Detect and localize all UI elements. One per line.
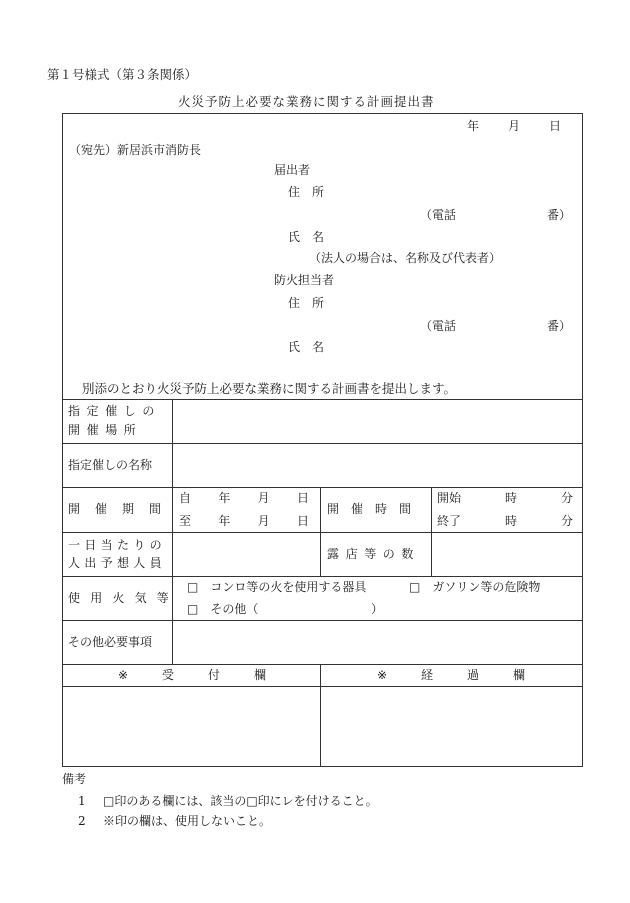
mid-column-divider xyxy=(320,487,321,576)
time-label: 開催時間 xyxy=(327,502,424,516)
venue-label-line1: 指定催しの xyxy=(68,404,162,418)
officer-phone-close: 番） xyxy=(547,319,572,333)
attendance-label-line1: 一日当たりの xyxy=(68,538,166,552)
applicant-phone-close: 番） xyxy=(547,208,572,222)
form-title: 火災予防上必要な業務に関する計画提出書 xyxy=(178,94,435,109)
progress-char-2: 過 xyxy=(466,668,479,682)
reception-mark: ※ xyxy=(118,668,129,682)
time-start-label: 開始 xyxy=(437,491,462,505)
note-text: ※印の欄は、使用しないこと。 xyxy=(103,814,272,828)
progress-header xyxy=(377,669,525,681)
event-name-label: 指定催しの名称 xyxy=(68,458,153,472)
rule xyxy=(62,664,583,665)
period-label: 開催期間 xyxy=(68,502,177,516)
reception-char-2: 付 xyxy=(207,668,220,682)
notes-heading: 備考 xyxy=(62,772,87,786)
time-end-label: 終了 xyxy=(437,514,462,528)
time-end[interactable] xyxy=(437,515,573,527)
form-number: 第１号様式（第３条関係） xyxy=(47,67,198,82)
attendance-field[interactable] xyxy=(173,533,319,576)
progress-area xyxy=(321,687,581,765)
period-to-year: 年 xyxy=(218,514,231,528)
progress-mark: ※ xyxy=(377,668,388,682)
period-from-year: 年 xyxy=(218,491,231,505)
officer-name-label: 氏 名 xyxy=(288,340,325,354)
applicant-label: 届出者 xyxy=(274,163,311,177)
period-to-prefix: 至 xyxy=(179,514,192,528)
note-number: 1 xyxy=(78,794,86,808)
reception-char-3: 欄 xyxy=(253,668,266,682)
venue-field[interactable] xyxy=(173,400,581,443)
progress-char-3: 欄 xyxy=(512,668,525,682)
event-name-field[interactable] xyxy=(173,444,581,487)
reception-char-1: 受 xyxy=(162,668,175,682)
date-day-label: 日 xyxy=(549,119,562,133)
date-year-label: 年 xyxy=(467,119,480,133)
note-text: □印のある欄には、該当の□印にレを付けること。 xyxy=(103,794,378,808)
other-matters-field[interactable] xyxy=(173,621,581,664)
period-to[interactable] xyxy=(179,515,309,527)
rule xyxy=(62,576,583,577)
applicant-phone-open: （電話 xyxy=(420,208,457,222)
venue-label-line2: 開催場所 xyxy=(68,423,143,437)
fire-option-stove-checkbox[interactable]: □ コンロ等の火を使用する器具 xyxy=(187,580,367,594)
fire-option-other-close: ） xyxy=(371,602,384,616)
time-end-minute: 分 xyxy=(560,514,573,528)
period-from[interactable] xyxy=(179,492,309,504)
time-start-hour: 時 xyxy=(504,491,517,505)
period-from-prefix: 自 xyxy=(179,491,192,505)
officer-phone-open: （電話 xyxy=(420,319,457,333)
time-start-minute: 分 xyxy=(560,491,573,505)
period-from-day: 日 xyxy=(296,491,309,505)
submission-statement: 別添のとおり火災予防上必要な業務に関する計画書を提出します。 xyxy=(82,381,457,396)
fire-usage-label: 使用火気等 xyxy=(68,591,180,605)
fire-option-gasoline-checkbox[interactable]: □ ガソリン等の危険物 xyxy=(409,580,541,594)
stalls-label: 露店等の数 xyxy=(327,547,421,561)
corporation-note: （法人の場合は、名称及び代表者） xyxy=(309,251,502,265)
reception-area xyxy=(63,687,319,765)
date-month-label: 月 xyxy=(508,119,521,133)
applicant-name-label: 氏 名 xyxy=(288,230,325,244)
note-number: 2 xyxy=(78,814,86,828)
progress-char-1: 経 xyxy=(421,668,434,682)
period-to-month: 月 xyxy=(257,514,270,528)
fire-officer-label: 防火担当者 xyxy=(274,273,335,287)
stalls-field[interactable] xyxy=(432,533,581,576)
period-to-day: 日 xyxy=(296,514,309,528)
attendance-label-line2: 人出予想人員 xyxy=(68,556,166,570)
applicant-address-label: 住 所 xyxy=(288,185,325,199)
addressee: （宛先）新居浜市消防長 xyxy=(69,143,202,157)
reception-header xyxy=(118,669,266,681)
time-start[interactable] xyxy=(437,492,573,504)
officer-address-label: 住 所 xyxy=(288,296,325,310)
time-end-hour: 時 xyxy=(504,514,517,528)
period-from-month: 月 xyxy=(257,491,270,505)
rule xyxy=(62,487,583,488)
other-matters-label: その他必要事項 xyxy=(68,635,153,649)
fire-option-other-checkbox[interactable]: □ その他（ xyxy=(187,602,259,616)
